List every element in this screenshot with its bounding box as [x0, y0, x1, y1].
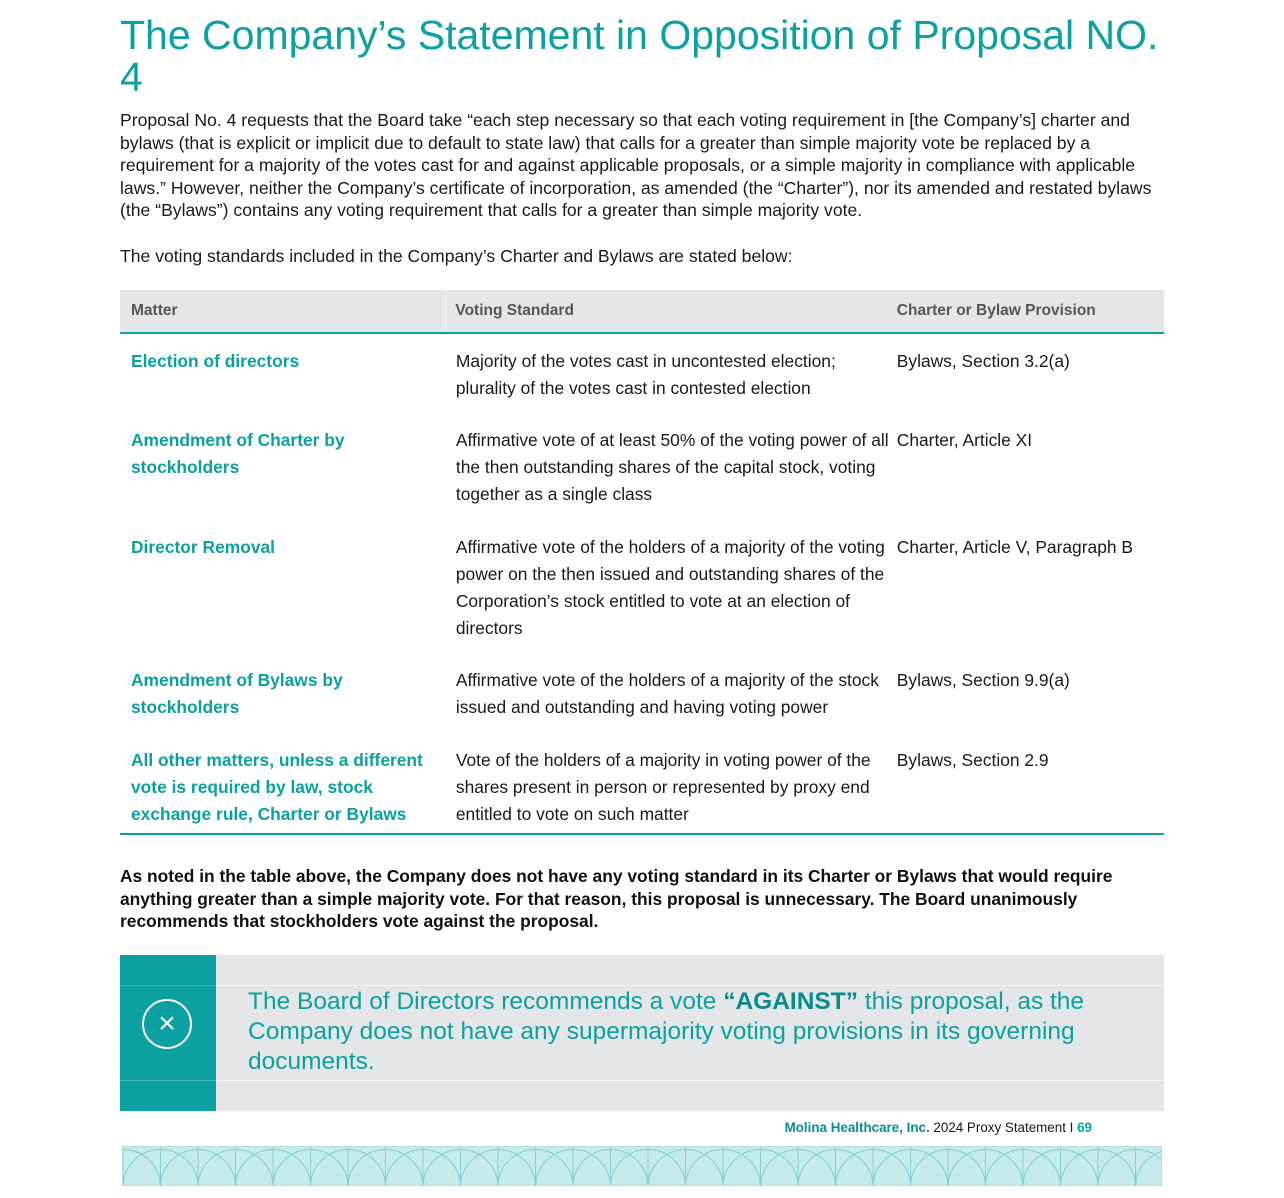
header-voting-standard: Voting Standard [446, 290, 897, 333]
footer-separator: I [1065, 1120, 1078, 1135]
page-title: The Company’s Statement in Opposition of Proposal NO. 4 [120, 12, 1159, 100]
standard-cell: Majority of the votes cast in uncontested election; plurality of the votes cast in contested election [455, 351, 836, 398]
matter-cell: Director Removal [131, 537, 276, 557]
voting-standards-table [120, 290, 1164, 835]
footer-document: 2024 Proxy Statement [929, 1120, 1066, 1135]
intro-paragraph: Proposal No. 4 requests that the Board take “each step necessary so that each voting requirement in [the Company’s] charter and bylaws (that is explicit or implicit due to default to state law) that calls for a greater than simple majority vote be replaced by a requirement for a majority of the votes cast for and against applicable proposals, or a simple majority in compliance with applicable laws.” However, neither the Company’s certificate of incorporation, as amended (the “Charter”), nor its amended and restated bylaws (the “Bylaws”) contains any voting requirement that calls for a greater than simple majority vote. [120, 110, 1152, 221]
table-header-row [120, 290, 1164, 333]
recommendation-callout [120, 955, 1164, 1111]
matter-cell: Election of directors [131, 351, 300, 371]
table-row [120, 654, 1164, 734]
page-number: 69 [1077, 1120, 1092, 1135]
recommendation-text [248, 987, 1108, 1077]
table-row [120, 333, 1164, 414]
x-circle-icon: × [142, 999, 192, 1049]
footer-company: Molina Healthcare, Inc. [784, 1120, 930, 1135]
standard-cell: Vote of the holders of a majority in voting power of the shares present in person or represented by proxy end entitled to vote on such matter [446, 734, 897, 834]
arch-pattern-graphic [123, 1147, 1162, 1186]
standard-cell: Affirmative vote of at least 50% of the voting power of all the then outstanding shares of the capital stock, voting together as a single class [455, 430, 889, 504]
decorative-arch-pattern [122, 1146, 1162, 1186]
standard-cell: Affirmative vote of the holders of a majority of the stock issued and outstanding and having voting power [455, 670, 879, 717]
matter-cell: Amendment of Charter by stockholders [131, 430, 345, 477]
provision-cell: Bylaws, Section 9.9(a) [896, 670, 1070, 690]
standard-cell: Affirmative vote of the holders of a majority of the voting power on the then issued and outstanding shares of the Corporation’s stock entitled to vote at an election of directors [455, 537, 885, 638]
provision-cell: Bylaws, Section 3.2(a) [896, 351, 1070, 371]
table-row [120, 414, 1164, 521]
table-intro-text: The voting standards included in the Company’s Charter and Bylaws are stated below: [120, 246, 793, 266]
provision-cell: Charter, Article V, Paragraph B [896, 537, 1133, 557]
recommendation-text-after: this proposal, as the Company does not have any supermajority voting provisions in its governing documents. [248, 988, 1085, 1075]
header-provision: Charter or Bylaw Provision [897, 290, 1164, 333]
callout-icon-band [120, 955, 216, 1111]
matter-cell: All other matters, unless a different vote is required by law, stock exchange rule, Charter or Bylaws [120, 734, 446, 834]
conclusion-paragraph: As noted in the table above, the Company does not have any voting standard in its Charter or Bylaws that would require anything greater than a simple majority vote. For that reason, this proposal is unnecessary. The Board unanimously recommends that stockholders vote against the proposal. [120, 866, 1113, 932]
page-footer [120, 1120, 1092, 1135]
table-row [120, 521, 1164, 654]
matter-cell: Amendment of Bylaws by stockholders [131, 670, 343, 717]
header-matter: Matter [120, 290, 446, 333]
provision-cell: Charter, Article XI [896, 430, 1033, 450]
recommendation-vote: “AGAINST” [723, 988, 858, 1015]
recommendation-text-before: The Board of Directors recommends a vote [248, 988, 724, 1015]
table-row [120, 734, 1164, 834]
provision-cell: Bylaws, Section 2.9 [897, 734, 1164, 834]
